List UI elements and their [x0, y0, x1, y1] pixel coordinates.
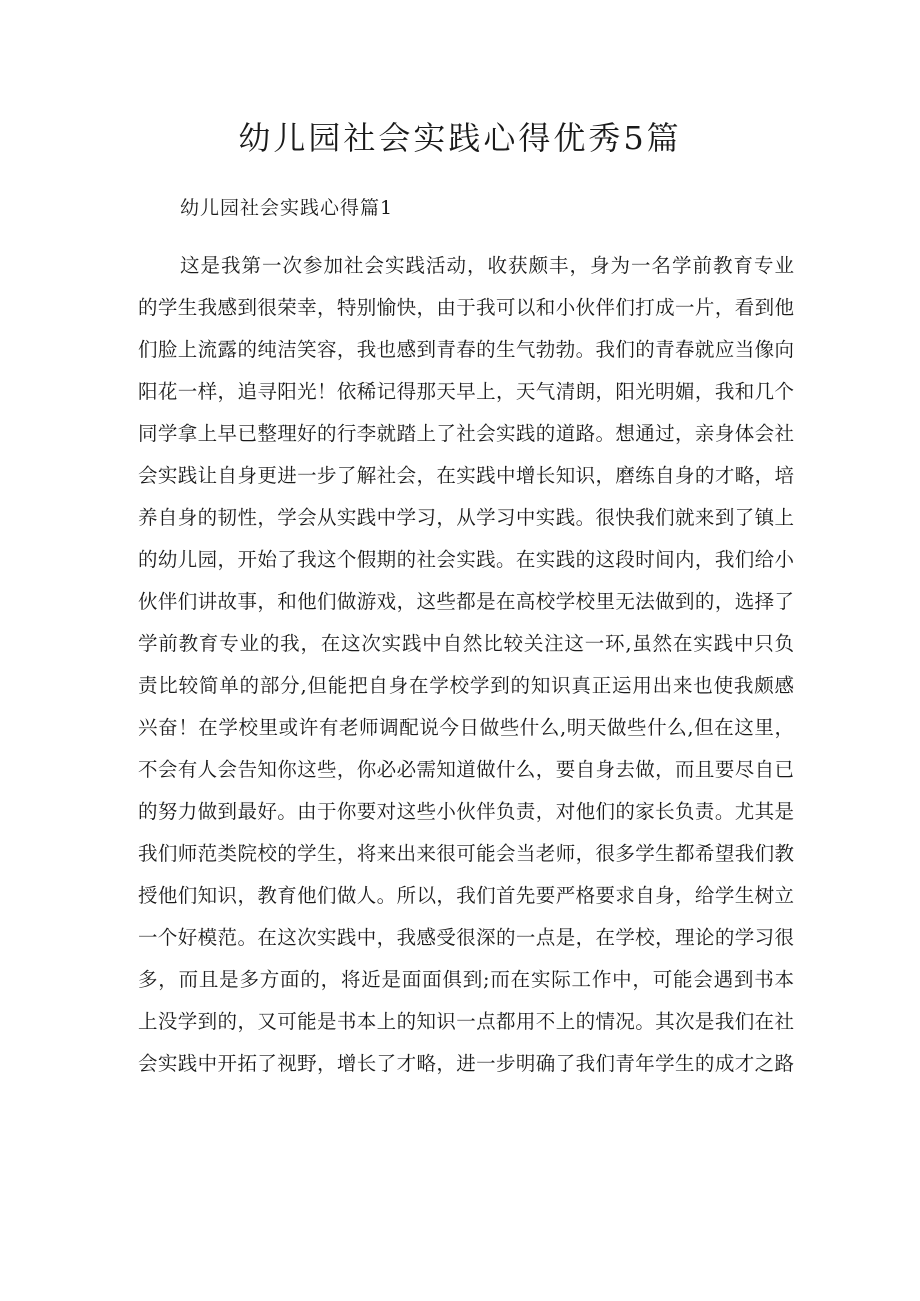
paragraph-line: 授他们知识，教育他们做人。所以，我们首先要严格要求自身，给学生树立: [138, 884, 794, 907]
paragraph-line: 的幼儿园，开始了我这个假期的社会实践。在实践的这段时间内，我们给小: [138, 548, 794, 571]
paragraph-line: 这是我第一次参加社会实践活动，收获颇丰，身为一名学前教育专业: [180, 254, 794, 277]
paragraph-line: 上没学到的，又可能是书本上的知识一点都用不上的情况。其次是我们在社: [138, 1010, 794, 1033]
document-title: 幼儿园社会实践心得优秀5篇: [238, 119, 682, 157]
section-heading: 幼儿园社会实践心得篇1: [180, 197, 394, 219]
paragraph-line: 会实践中开拓了视野，增长了才略，进一步明确了我们青年学生的成才之路: [138, 1052, 794, 1075]
paragraph-line: 会实践让自身更进一步了解社会，在实践中增长知识，磨练自身的才略，培: [138, 464, 794, 487]
paragraph-line: 兴奋！在学校里或许有老师调配说今日做些什么,明天做些什么,但在这里，: [138, 716, 794, 739]
paragraph-line: 阳花一样，追寻阳光！依稀记得那天早上，天气清朗，阳光明媚，我和几个: [138, 380, 794, 403]
paragraph-line: 学前教育专业的我，在这次实践中自然比较关注这一环,虽然在实践中只负: [138, 632, 794, 655]
paragraph-line: 的努力做到最好。由于你要对这些小伙伴负责，对他们的家长负责。尤其是: [138, 800, 794, 823]
body-paragraph: [138, 245, 794, 1085]
paragraph-line: 们脸上流露的纯洁笑容，我也感到青春的生气勃勃。我们的青春就应当像向: [138, 338, 794, 361]
paragraph-line: 养自身的韧性，学会从实践中学习，从学习中实践。很快我们就来到了镇上: [138, 506, 794, 529]
paragraph-line: 同学拿上早已整理好的行李就踏上了社会实践的道路。想通过，亲身体会社: [138, 422, 794, 445]
paragraph-line: 多，而且是多方面的，将近是面面俱到;而在实际工作中，可能会遇到书本: [138, 968, 794, 991]
paragraph-line: 一个好模范。在这次实践中，我感受很深的一点是，在学校，理论的学习很: [138, 926, 794, 949]
paragraph-line: 不会有人会告知你这些，你必必需知道做什么，要自身去做，而且要尽自已: [138, 758, 794, 781]
paragraph-line: 责比较简单的部分,但能把自身在学校学到的知识真正运用出来也使我颇感: [138, 674, 794, 697]
paragraph-line: 的学生我感到很荣幸，特别愉快，由于我可以和小伙伴们打成一片，看到他: [138, 296, 794, 319]
paragraph-line: 我们师范类院校的学生，将来出来很可能会当老师，很多学生都希望我们教: [138, 842, 794, 865]
paragraph-line: 伙伴们讲故事，和他们做游戏，这些都是在高校学校里无法做到的，选择了: [138, 590, 794, 613]
